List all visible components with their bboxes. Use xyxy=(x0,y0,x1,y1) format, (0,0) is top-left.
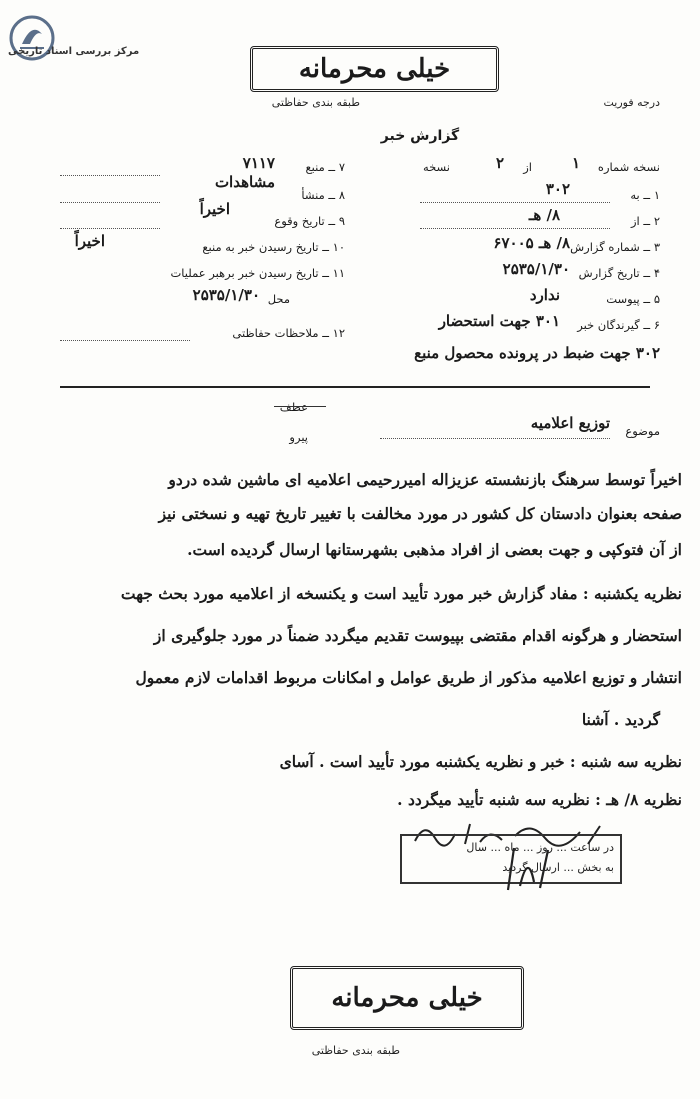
receipt-line-2: به بخش ... ارسال گردید xyxy=(502,861,614,874)
report-title: گزارش خبر xyxy=(380,128,460,144)
field-9-label: ۹ ــ تاریخ وقوع xyxy=(274,214,345,228)
subject-line xyxy=(380,438,610,439)
field-12-line xyxy=(60,340,190,341)
field-4-value: ۲۵۳۵/۱/۳۰ xyxy=(502,260,570,278)
field-3-label: ۳ ــ شماره گزارش xyxy=(570,240,660,254)
field-3-value: ۸/ هـ ۶۷۰۰۵ xyxy=(493,234,570,252)
field-7-line xyxy=(60,175,160,176)
field-9-value: اخیراً xyxy=(199,200,230,218)
field-1-label: ۱ ــ به xyxy=(630,188,660,202)
field-1-value: ۳۰۲ xyxy=(545,180,570,198)
field-6-value: ۳۰۱ جهت استحضار xyxy=(438,312,560,330)
copy-of-value: ۲ xyxy=(495,154,504,172)
field-8-line xyxy=(60,202,160,203)
peyro-label: پیرو xyxy=(289,430,308,444)
field-12-label: ۱۲ ــ ملاحظات حفاظتی xyxy=(232,326,345,340)
atf-peyro-divider xyxy=(274,406,326,407)
field-11-value: ۲۵۳۵/۱/۳۰ xyxy=(192,286,260,304)
field-2-line xyxy=(420,228,610,229)
field-8-value: مشاهدات xyxy=(214,173,275,191)
copy-word: نسخه xyxy=(422,160,450,174)
subject-value: توزیع اعلامیه xyxy=(530,414,610,432)
body-line: نظریه ۸/ هـ : نظریه سه شنبه تأیید میگردد . xyxy=(397,790,682,809)
body-line: استحضار و هرگونه اقدام مقتضی بپیوست تقدیم میگردد ضمناً در مورد جلوگیری از xyxy=(153,626,682,645)
body-line: انتشار و توزیع اعلامیه مذکور از طریق عوامل و امکانات مربوط اقدامات لازم معمول xyxy=(135,668,682,687)
classification-caption-top: طبقه بندی حفاظتی xyxy=(271,96,360,109)
atf-label: عطف xyxy=(279,400,308,414)
field-6-value-2: ۳۰۲ جهت ضبط در پرونده محصول منبع xyxy=(414,344,660,362)
field-6-label: ۶ ــ گیرندگان خبر xyxy=(577,318,660,332)
section-divider xyxy=(60,386,650,388)
body-line: اخیراً توسط سرهنگ بازنشسته عزیزاله امیررحیمی اعلامیه ای ماشین شده دردو xyxy=(168,470,682,489)
receipt-scribble xyxy=(500,842,560,894)
receipt-line-1: در ساعت ... روز ... ماه ... سال xyxy=(466,841,614,854)
body-line: نظریه سه شنبه : خبر و نظریه یکشنبه مورد تأیید است . آسای xyxy=(279,752,682,771)
priority-label: درجه فوریت xyxy=(603,96,660,109)
body-line: از آن فتوکپی و جهت بعضی از افراد مذهبی بشهرستانها ارسال گردیده است. xyxy=(187,540,682,559)
field-9-line xyxy=(60,228,160,229)
field-4-label: ۴ ــ تاریخ گزارش xyxy=(578,266,660,280)
copy-number-value: ۱ xyxy=(571,154,580,172)
field-10-value: اخیراً xyxy=(74,232,105,250)
field-10-label: ۱۰ ــ تاریخ رسیدن خبر به منبع xyxy=(202,240,345,254)
field-7-value: ۷۱۱۷ xyxy=(242,154,275,172)
field-1-line xyxy=(420,202,610,203)
copy-of-label: از xyxy=(523,160,532,174)
field-2-value: ۸/ هـ xyxy=(528,206,560,224)
classification-stamp-bottom: خیلی محرمانه xyxy=(290,966,524,1030)
body-line: گردید . آشنا xyxy=(581,710,660,729)
field-5-label: ۵ ــ پیوست xyxy=(606,292,660,306)
field-7-label: ۷ ــ منبع xyxy=(305,160,345,174)
body-line: صفحه بعنوان دادستان کل کشور در مورد مخالفت با تغییر تاریخ تهیه و نسختی نیز xyxy=(158,504,682,523)
field-5-value: ندارد xyxy=(529,286,560,304)
classification-stamp-top: خیلی محرمانه xyxy=(250,46,499,92)
field-11-label: ۱۱ ــ تاریخ رسیدن خبر برهبر عملیات xyxy=(170,266,345,280)
body-line: نظریه یکشنبه : مفاد گزارش خبر مورد تأیید است و یکنسخه از اعلامیه مورد بحث جهت xyxy=(120,584,682,603)
subject-label: موضوع xyxy=(625,424,660,438)
field-11-place: محل xyxy=(267,292,290,306)
field-2-label: ۲ ــ از xyxy=(631,214,660,228)
classification-caption-bottom: طبقه بندی حفاظتی xyxy=(311,1044,400,1057)
field-8-label: ۸ ــ منشأ xyxy=(301,188,345,202)
copy-number-label: نسخه شماره xyxy=(597,160,660,174)
archive-name: مرکز بررسی اسناد تاریخی xyxy=(8,46,140,57)
